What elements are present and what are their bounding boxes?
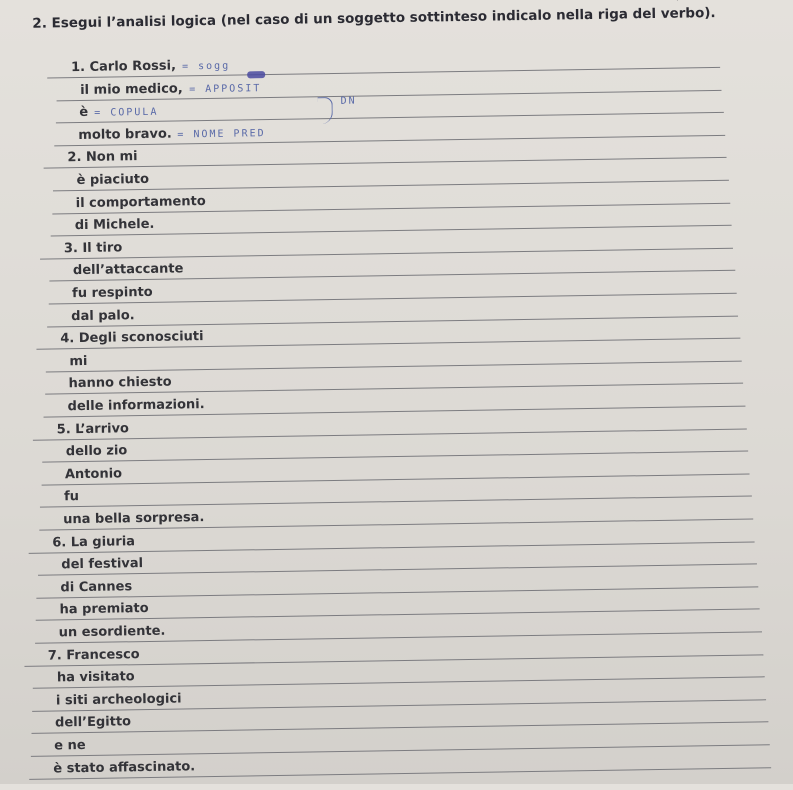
row-text: molto bravo. xyxy=(78,126,172,143)
row-text: 7. Francesco xyxy=(47,646,140,664)
row-text: di Michele. xyxy=(74,217,155,234)
row-text: dell’Egitto xyxy=(54,714,132,731)
row-text: 1. Carlo Rossi, xyxy=(70,58,177,76)
row-text: dello zio xyxy=(65,443,128,460)
row-text: ha premiato xyxy=(59,601,149,618)
row-text: è xyxy=(79,105,89,121)
row-text: una bella sorpresa. xyxy=(63,510,205,528)
corner-note xyxy=(667,0,781,2)
row-text: hanno chiesto xyxy=(68,374,172,392)
row-text: 5. L’arrivo xyxy=(56,420,130,437)
row-text: mi xyxy=(69,353,88,369)
row-text: 4. Degli sconosciuti xyxy=(60,329,204,347)
handwritten-answer: = APPOSIT xyxy=(189,82,262,95)
handwritten-answer: = NOME PRED xyxy=(177,127,266,141)
row-text: il comportamento xyxy=(75,193,206,211)
handwritten-answer: = COPULA xyxy=(94,106,159,119)
row-text: dal palo. xyxy=(71,307,135,324)
row-text: ha visitato xyxy=(56,669,135,686)
row-text: i siti archeologici xyxy=(55,691,182,709)
row-text: fu xyxy=(63,489,80,505)
row-text: il mio medico, xyxy=(80,80,183,98)
row-text: fu respinto xyxy=(71,284,153,302)
row-text: Antonio xyxy=(64,466,123,483)
row-text: di Cannes xyxy=(60,579,133,596)
row-text: del festival xyxy=(61,556,144,573)
exercise-heading: 2. Esegui l’analisi logica (nel caso di un soggetto sottinteso indicalo nella riga del verbo). xyxy=(32,4,716,32)
row-text: 3. Il tiro xyxy=(63,240,123,257)
handwritten-note: DN xyxy=(340,95,357,107)
scribble-mark xyxy=(247,71,265,78)
row-text: è piaciuto xyxy=(76,171,150,189)
row-text: è stato affascinato. xyxy=(53,758,196,777)
row-text: 6. La giuria xyxy=(52,533,136,551)
handwritten-answer: = sogg xyxy=(181,60,231,73)
row-text: e ne xyxy=(54,737,86,754)
row-text: 2. Non mi xyxy=(67,149,138,166)
row-text: dell’attaccante xyxy=(72,261,184,279)
row-text: delle informazioni. xyxy=(67,397,205,415)
row-text: un esordiente. xyxy=(58,623,166,641)
